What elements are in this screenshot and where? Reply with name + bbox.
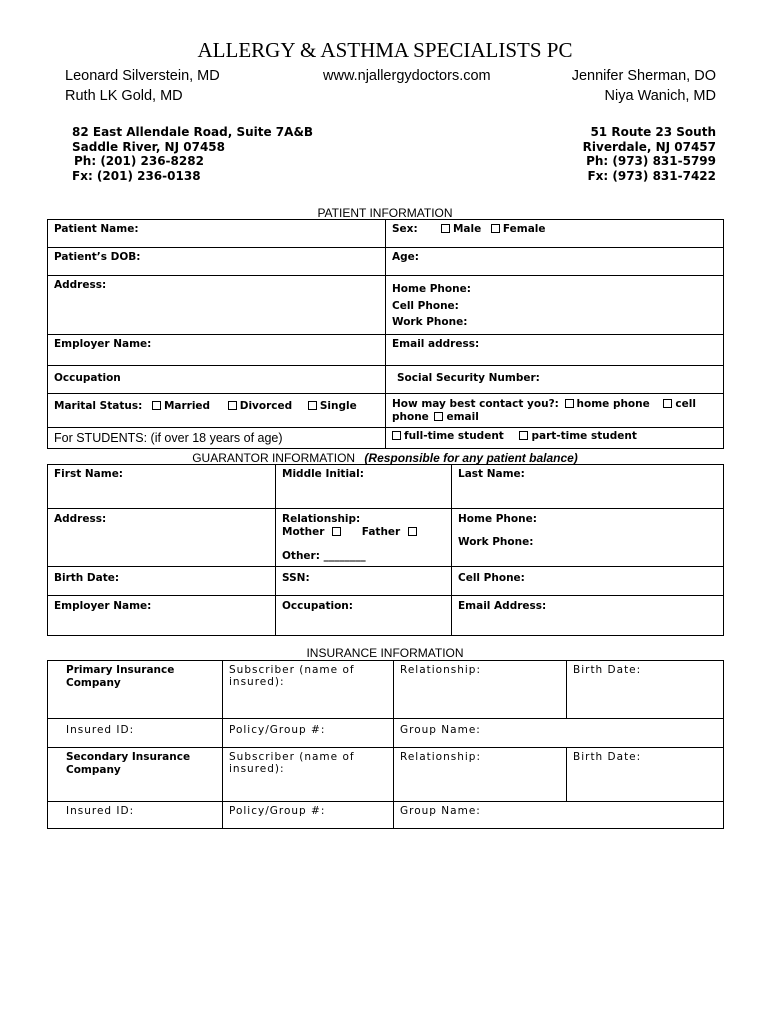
primary-group-name-field[interactable]: Group Name:: [394, 719, 724, 748]
patient-address-field[interactable]: Address:: [48, 276, 386, 335]
primary-insurance-label: Primary Insurance: [66, 664, 175, 676]
father-label: Father: [361, 525, 401, 538]
guarantor-birth-date-field[interactable]: Birth Date:: [48, 566, 276, 595]
guarantor-employer-field[interactable]: Employer Name:: [48, 595, 276, 635]
female-label: Female: [502, 223, 546, 235]
employer-field[interactable]: Employer Name:: [48, 334, 386, 365]
marital-status-label: Marital Status:: [54, 399, 143, 412]
married-label: Married: [163, 399, 211, 412]
sex-label: Sex:: [392, 223, 418, 235]
patient-info-heading: PATIENT INFORMATION: [317, 206, 453, 220]
guarantor-phones-field[interactable]: [452, 509, 724, 567]
ssn-field[interactable]: Social Security Number:: [386, 365, 724, 393]
sex-field[interactable]: [386, 220, 724, 248]
contact-home-checkbox[interactable]: [565, 399, 574, 408]
insurance-table: [47, 660, 724, 829]
contact-cell-checkbox[interactable]: [663, 399, 672, 408]
office-fax: Fx: (973) 831-7422: [587, 168, 716, 183]
part-time-checkbox[interactable]: [519, 431, 528, 440]
office-phone: Ph: (973) 831-5799: [586, 154, 716, 168]
patient-info-table: [47, 219, 724, 449]
website: www.njallergydoctors.com: [323, 68, 491, 84]
guarantor-ssn-field[interactable]: SSN:: [276, 566, 452, 595]
patient-name-field[interactable]: Patient Name:: [48, 220, 386, 248]
other-relationship-label[interactable]: Other: ________: [282, 550, 366, 562]
insurance-heading: INSURANCE INFORMATION: [306, 646, 464, 660]
single-checkbox[interactable]: [308, 401, 317, 410]
primary-birth-date-field[interactable]: Birth Date:: [567, 661, 724, 719]
full-time-label: full-time student: [404, 429, 504, 442]
guarantor-heading: [0, 451, 770, 465]
guarantor-middle-initial-field[interactable]: Middle Initial:: [276, 465, 452, 509]
patient-dob-field[interactable]: Patient’s DOB:: [48, 248, 386, 276]
secondary-insurance-company-field[interactable]: [48, 748, 223, 802]
male-label: Male: [452, 223, 482, 235]
guarantor-home-phone-label: Home Phone:: [458, 513, 537, 525]
secondary-insured-id-field[interactable]: Insured ID:: [48, 802, 223, 829]
office-saddle-river: [72, 125, 313, 183]
home-phone-label: Home Phone:: [392, 283, 471, 295]
office-riverdale: [583, 125, 716, 183]
primary-relationship-field[interactable]: Relationship:: [394, 661, 567, 719]
contact-email-checkbox[interactable]: [434, 412, 443, 421]
phones-field[interactable]: [386, 276, 724, 335]
students-field: [48, 427, 386, 448]
primary-subscriber-field[interactable]: Subscriber (name of insured):: [223, 661, 394, 719]
contact-phone-label: phone: [392, 410, 429, 423]
guarantor-email-field[interactable]: Email Address:: [452, 595, 724, 635]
guarantor-note: (Responsible for any patient balance): [364, 451, 578, 465]
secondary-policy-group-field[interactable]: Policy/Group #:: [223, 802, 394, 829]
doctors-left: [65, 66, 220, 106]
work-phone-label: Work Phone:: [392, 316, 468, 328]
marital-status-field: [48, 393, 386, 427]
secondary-group-name-field[interactable]: Group Name:: [394, 802, 724, 829]
practice-title: ALLERGY & ASTHMA SPECIALISTS PC: [197, 38, 573, 62]
guarantor-work-phone-label: Work Phone:: [458, 536, 534, 548]
female-checkbox[interactable]: [491, 224, 500, 233]
guarantor-title: GUARANTOR INFORMATION: [192, 451, 356, 465]
divorced-label: Divorced: [239, 399, 293, 412]
doctors-right: [572, 66, 716, 106]
divorced-checkbox[interactable]: [228, 401, 237, 410]
primary-insured-id-field[interactable]: Insured ID:: [48, 719, 223, 748]
office-address-line: 82 East Allendale Road, Suite 7A&B: [72, 125, 314, 139]
guarantor-address-field[interactable]: Address:: [48, 509, 276, 567]
guarantor-relationship-field: [276, 509, 452, 567]
part-time-label: part-time student: [531, 429, 637, 442]
primary-insurance-company-field[interactable]: [48, 661, 223, 719]
doctor-name: Niya Wanich, MD: [604, 88, 716, 104]
students-label: For STUDENTS: (if over 18 years of age): [54, 430, 283, 445]
mother-label: Mother: [282, 525, 325, 538]
student-status-field: [386, 427, 724, 448]
secondary-insurance-label: Company: [66, 764, 121, 776]
office-phone: Ph: (201) 236-8282: [74, 154, 204, 168]
primary-policy-group-field[interactable]: Policy/Group #:: [223, 719, 394, 748]
full-time-checkbox[interactable]: [392, 431, 401, 440]
age-field[interactable]: Age:: [386, 248, 724, 276]
contact-question: How may best contact you?:: [392, 397, 559, 410]
married-checkbox[interactable]: [152, 401, 161, 410]
doctor-name: Ruth LK Gold, MD: [65, 88, 183, 104]
office-address-line: Saddle River, NJ 07458: [72, 139, 225, 154]
office-address-line: 51 Route 23 South: [590, 125, 716, 139]
contact-email-label: email: [446, 410, 479, 423]
primary-insurance-label: Company: [66, 677, 121, 689]
secondary-birth-date-field[interactable]: Birth Date:: [567, 748, 724, 802]
single-label: Single: [319, 399, 357, 412]
office-address-line: Riverdale, NJ 07457: [582, 139, 716, 154]
contact-home-label: home phone: [576, 397, 650, 410]
guarantor-cell-phone-field[interactable]: Cell Phone:: [452, 566, 724, 595]
doctor-name: Leonard Silverstein, MD: [65, 68, 220, 84]
secondary-relationship-field[interactable]: Relationship:: [394, 748, 567, 802]
father-checkbox[interactable]: [408, 527, 417, 536]
occupation-field[interactable]: Occupation: [48, 365, 386, 393]
male-checkbox[interactable]: [441, 224, 450, 233]
office-fax: Fx: (201) 236-0138: [72, 168, 201, 183]
cell-phone-label: Cell Phone:: [392, 299, 459, 312]
relationship-label: Relationship:: [282, 513, 361, 525]
guarantor-last-name-field[interactable]: Last Name:: [452, 465, 724, 509]
guarantor-first-name-field[interactable]: First Name:: [48, 465, 276, 509]
guarantor-occupation-field[interactable]: Occupation:: [276, 595, 452, 635]
secondary-insurance-label: Secondary Insurance: [66, 751, 191, 763]
secondary-subscriber-field[interactable]: Subscriber (name of insured):: [223, 748, 394, 802]
doctor-name: Jennifer Sherman, DO: [571, 68, 716, 84]
email-field[interactable]: Email address:: [386, 334, 724, 365]
mother-checkbox[interactable]: [332, 527, 341, 536]
contact-cell-label: cell: [675, 397, 696, 410]
contact-preference-field: [386, 393, 724, 427]
guarantor-table: [47, 464, 724, 636]
